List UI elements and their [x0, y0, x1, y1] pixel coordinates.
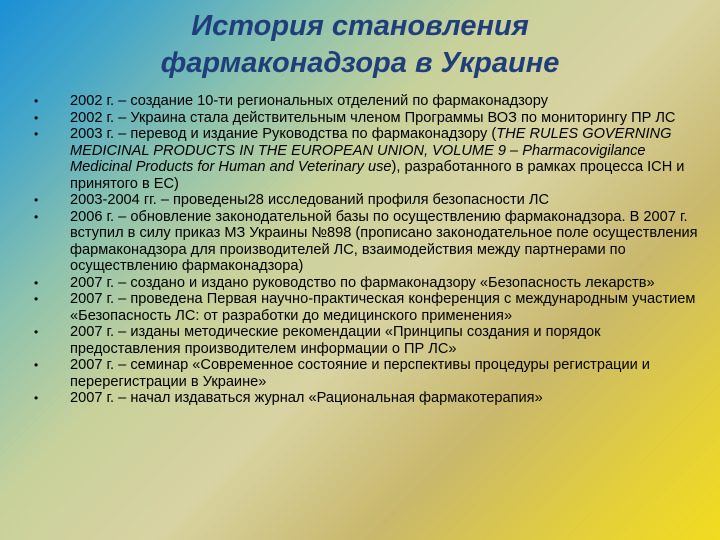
bullet-icon: •	[34, 292, 39, 306]
list-item	[34, 324, 700, 357]
list-item-text: 2007 г. – начал издаваться журнал «Рациональная фармакотерапия»	[70, 390, 543, 406]
list-item	[34, 291, 700, 324]
list-item	[34, 126, 700, 192]
list-item	[34, 110, 700, 127]
list-item	[34, 357, 700, 390]
bullet-icon: •	[34, 110, 39, 125]
list-item	[34, 93, 700, 110]
slide-title-line-2: фармаконадзора в Украине	[160, 47, 560, 79]
list-item	[34, 209, 700, 275]
list-item-text: 2002 г. – создание 10-ти региональных отделений по фармаконадзору	[70, 93, 549, 109]
list-item-text: 2007 г. – семинар «Современное состояние и перспективы процедуры регистрации и перерегистрации в Украине»	[70, 357, 650, 390]
list-item-text: 2002 г. – Украина стала действительным членом Программы ВОЗ по мониторингу ПР ЛС	[70, 109, 676, 126]
bullet-icon: •	[34, 127, 39, 141]
slide-title	[0, 8, 720, 82]
bullet-icon: •	[34, 358, 39, 372]
bullet-icon: •	[34, 275, 39, 290]
bullet-icon: •	[34, 209, 39, 224]
list-item-text: 2007 г. – изданы методические рекомендации «Принципы создания и порядок предоставления производителем информации о ПР ЛС»	[70, 324, 601, 357]
list-item-text-part: 2003 г. – перевод и издание Руководства по фармаконадзору (	[70, 126, 497, 142]
slide-title-line-1: История становления	[191, 10, 529, 42]
list-item-text: 2007 г. – создано и издано руководство по фармаконадзору «Безопасность лекарств»	[70, 274, 655, 291]
list-item	[34, 192, 700, 209]
list-item-text-part: ), разработанного в рамках процесса ICH и принятого в ЕС)	[70, 159, 685, 192]
bullet-icon: •	[34, 193, 39, 207]
list-item-text	[70, 126, 684, 192]
list-item-text: 2006 г. – обновление законодательной базы по осуществлению фармаконадзора. В 2007 г. вступил в силу приказ МЗ Украины №898 (прописано законодательное поле осуществления фармаконадзора для производителей ЛС, взаимодействия между партнерами по осуществлению фармаконадзора)	[70, 208, 698, 274]
bullet-icon: •	[34, 325, 39, 339]
bullet-list	[34, 93, 700, 407]
list-item-italic-title: THE RULES GOVERNING MEDICINAL PRODUCTS IN THE EUROPEAN UNION, VOLUME 9 – Pharmacovigilance Medicinal Products for Human and Veterinary use	[70, 126, 672, 175]
list-item-text: 2003-2004 гг. – проведены28 исследований профиля безопасности ЛС	[70, 192, 549, 208]
list-item	[34, 275, 700, 292]
list-item	[34, 390, 700, 407]
bullet-icon: •	[34, 391, 39, 405]
list-item-text: 2007 г. – проведена Первая научно-практическая конференция с международным участием «Безопасность ЛС: от разработки до медицинского применения»	[70, 291, 696, 324]
bullet-icon: •	[34, 94, 39, 108]
